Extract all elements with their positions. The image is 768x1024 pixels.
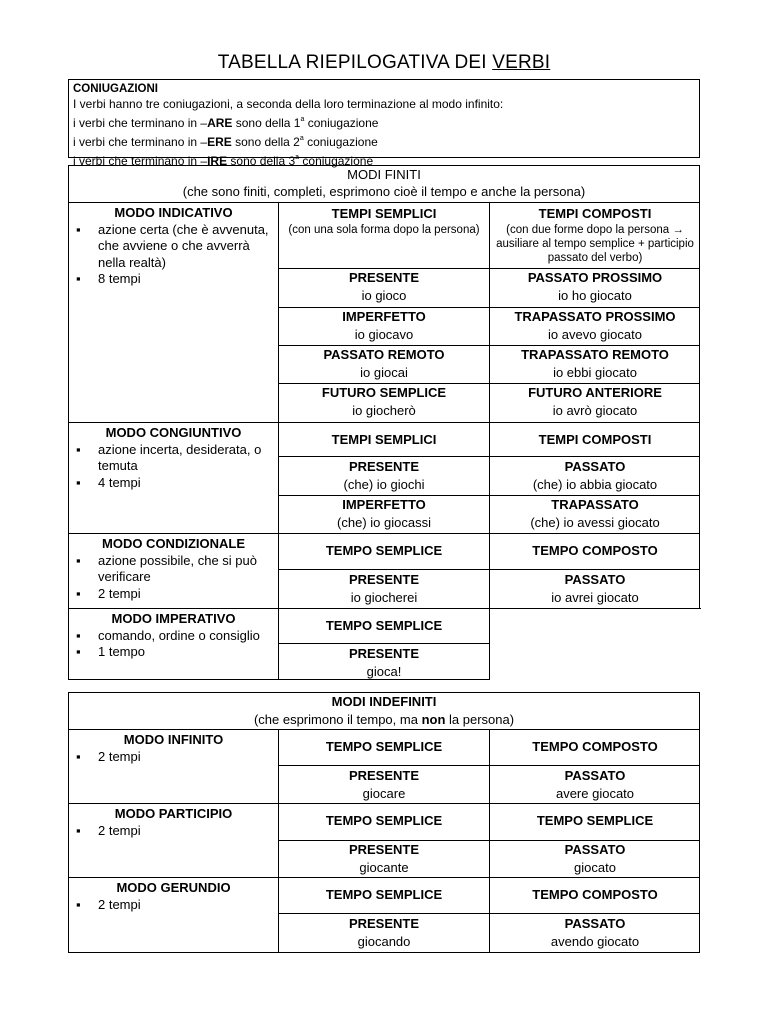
- tense-name: PRESENTE: [348, 916, 420, 931]
- tense-name: TRAPASSATO PROSSIMO: [514, 309, 676, 324]
- tempo-header: TEMPO SEMPLICE: [325, 739, 443, 754]
- tense-name: TRAPASSATO: [551, 497, 639, 512]
- tense-example: (che) io giocassi: [337, 515, 431, 530]
- modo-infinito: [72, 732, 275, 765]
- coniugazione-line: i verbi che terminano in –ERE sono della 2$^a$ coniugazione: [73, 135, 378, 149]
- mode-title: MODO INDICATIVO: [114, 205, 233, 220]
- tempi-composti-header: TEMPI COMPOSTI: [538, 432, 652, 447]
- tense-example: giocare: [362, 786, 406, 801]
- tempo-header: TEMPO SEMPLICE: [325, 813, 443, 828]
- modo-condizionale: [72, 536, 275, 602]
- tempi-semplici-header: TEMPI SEMPLICI: [331, 206, 437, 221]
- tense-example: (che) io abbia giocato: [532, 477, 658, 492]
- tense-name: PASSATO: [564, 768, 626, 783]
- mode-bullet: ▪ 2 tempi: [72, 897, 275, 914]
- tempi-semplici-header: TEMPI SEMPLICI: [331, 432, 437, 447]
- tense-example: io giocai: [360, 365, 408, 380]
- mode-bullet: ▪ 8 tempi: [72, 271, 275, 288]
- tense-name: PRESENTE: [348, 270, 420, 285]
- tense-example: io ho giocato: [558, 288, 632, 303]
- coniugazioni-intro: I verbi hanno tre coniugazioni, a seconda della loro terminazione al modo infinito:: [73, 97, 504, 111]
- mode-title: MODO CONGIUNTIVO: [105, 425, 242, 440]
- tense-name: PRESENTE: [348, 842, 420, 857]
- tense-example: (che) io giochi: [343, 477, 425, 492]
- mode-bullet: ▪ azione certa (che è avvenuta, che avviene o che avverrà nella realtà): [72, 222, 275, 272]
- tense-example: io giocavo: [354, 327, 414, 342]
- modo-indicativo: [72, 205, 275, 288]
- mode-title: MODO IMPERATIVO: [111, 611, 236, 626]
- tense-example: io giocherò: [352, 403, 416, 418]
- mode-bullet: ▪ azione incerta, desiderata, o temuta: [72, 442, 275, 475]
- mode-bullet: ▪ 2 tempi: [72, 749, 275, 766]
- mode-bullet: ▪ 4 tempi: [72, 475, 275, 492]
- modo-gerundio: [72, 880, 275, 913]
- tense-example: io avrei giocato: [551, 590, 639, 605]
- tempo-semplice-header: TEMPO SEMPLICE: [325, 618, 443, 633]
- modi-finiti-subtitle: (che sono finiti, completi, esprimono cioè il tempo e anche la persona): [182, 184, 586, 199]
- tempo-composto-header: TEMPO COMPOSTO: [532, 543, 658, 558]
- tense-example: io avevo giocato: [548, 327, 642, 342]
- tense-name: PASSATO: [564, 572, 626, 587]
- mode-title: MODO PARTICIPIO: [114, 806, 233, 821]
- tense-name: PASSATO: [564, 459, 626, 474]
- tempi-composti-note: (con due forme dopo la persona → ausiliare al tempo semplice + participio passato del verbo): [496, 224, 694, 264]
- tense-example: avere giocato: [555, 786, 635, 801]
- coniugazione-line: i verbi che terminano in –ARE sono della 1$^a$ coniugazione: [73, 116, 379, 130]
- tense-name: PRESENTE: [348, 572, 420, 587]
- tempo-header: TEMPO COMPOSTO: [532, 739, 658, 754]
- mode-title: MODO CONDIZIONALE: [102, 536, 245, 551]
- modo-participio: [72, 806, 275, 839]
- tempi-semplici-note: (con una sola forma dopo la persona): [288, 224, 480, 236]
- mode-bullet: ▪ azione possibile, che si può verificare: [72, 553, 275, 586]
- mode-bullet: ▪ comando, ordine o consiglio: [72, 628, 275, 645]
- tense-name: PASSATO: [564, 916, 626, 931]
- modi-indefiniti-subtitle: (che esprimono il tempo, ma non la persona): [253, 712, 515, 727]
- tense-example: io gioco: [361, 288, 407, 303]
- modi-indefiniti-heading: MODI INDEFINITI: [331, 694, 437, 709]
- tense-name: PRESENTE: [348, 459, 420, 474]
- tense-example: (che) io avessi giocato: [530, 515, 660, 530]
- tense-name: FUTURO ANTERIORE: [528, 385, 662, 400]
- tempi-composti-header: TEMPI COMPOSTI: [538, 206, 652, 221]
- mode-title: MODO GERUNDIO: [116, 880, 231, 895]
- coniugazioni-box: [68, 79, 700, 168]
- mode-bullet: ▪ 2 tempi: [72, 586, 275, 603]
- tense-example: io giocherei: [350, 590, 418, 605]
- tense-example: giocato: [574, 860, 616, 875]
- tense-example: gioca!: [366, 664, 402, 679]
- tense-example: giocante: [359, 860, 409, 875]
- tense-name: PRESENTE: [348, 768, 420, 783]
- page-title: TABELLA RIEPILOGATIVA DEI VERBI: [217, 52, 551, 73]
- tense-example: giocando: [357, 934, 411, 949]
- tense-name: IMPERFETTO: [342, 497, 426, 512]
- title-underlined-word: VERBI: [492, 52, 551, 73]
- mode-bullet: ▪ 2 tempi: [72, 823, 275, 840]
- modo-imperativo: [72, 611, 275, 661]
- tempo-header: TEMPO SEMPLICE: [536, 813, 654, 828]
- mode-title: MODO INFINITO: [123, 732, 224, 747]
- coniugazioni-heading: CONIUGAZIONI: [73, 83, 158, 95]
- tense-name: PASSATO PROSSIMO: [527, 270, 663, 285]
- tense-name: FUTURO SEMPLICE: [321, 385, 447, 400]
- tense-name: PRESENTE: [348, 646, 420, 661]
- tense-example: avendo giocato: [550, 934, 640, 949]
- tense-name: IMPERFETTO: [342, 309, 426, 324]
- modo-congiuntivo: [72, 425, 275, 491]
- tempo-header: TEMPO SEMPLICE: [325, 887, 443, 902]
- tempo-header: TEMPO COMPOSTO: [532, 887, 658, 902]
- coniugazione-line: i verbi che terminano in –IRE sono della 3$^a$ coniugazione: [73, 154, 374, 168]
- tense-name: PASSATO: [564, 842, 626, 857]
- modi-finiti-heading: MODI FINITI: [347, 167, 421, 182]
- mode-bullet: ▪ 1 tempo: [72, 644, 275, 661]
- tense-example: io avrò giocato: [552, 403, 638, 418]
- tense-example: io ebbi giocato: [553, 365, 637, 380]
- tense-name: TRAPASSATO REMOTO: [521, 347, 669, 362]
- tempo-semplice-header: TEMPO SEMPLICE: [325, 543, 443, 558]
- tense-name: PASSATO REMOTO: [323, 347, 445, 362]
